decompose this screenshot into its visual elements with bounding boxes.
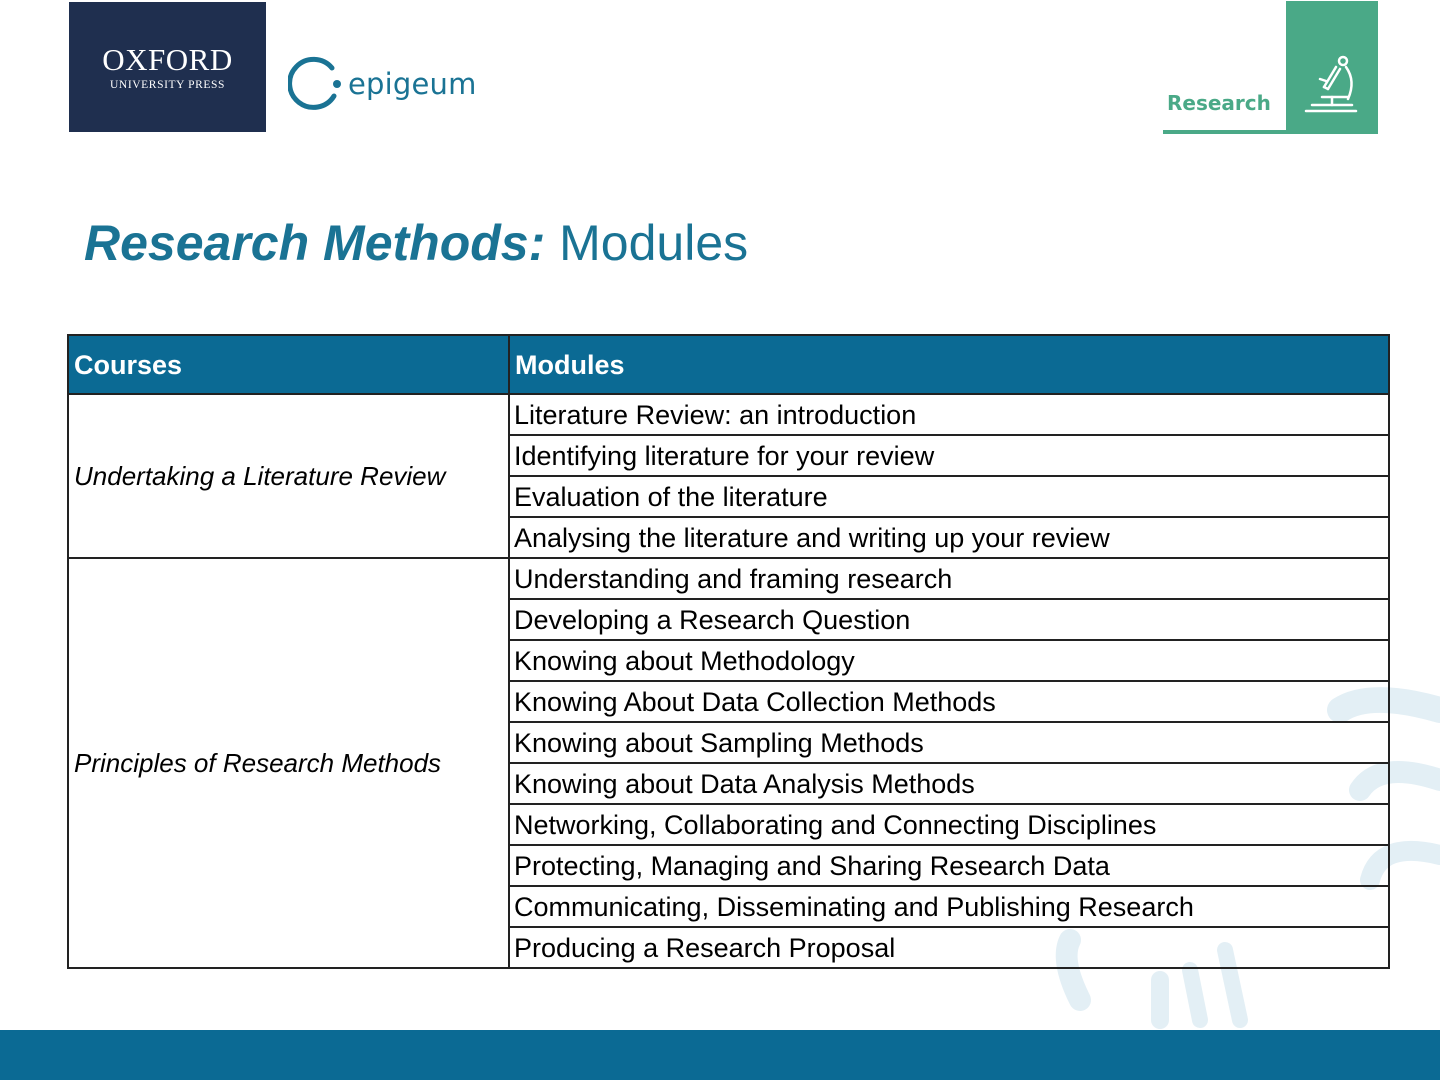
module-cell: Communicating, Disseminating and Publishing Research	[509, 886, 1389, 927]
course-cell: Undertaking a Literature Review	[68, 394, 509, 558]
module-cell: Producing a Research Proposal	[509, 927, 1389, 968]
module-cell: Knowing about Data Analysis Methods	[509, 763, 1389, 804]
epigeum-ring-icon	[288, 56, 344, 112]
module-cell: Networking, Collaborating and Connecting Disciplines	[509, 804, 1389, 845]
table-row	[68, 394, 1389, 435]
footer-band	[0, 1030, 1440, 1080]
table-header-row	[68, 335, 1389, 394]
research-tile	[1286, 1, 1378, 134]
oxford-logo-subtitle: UNIVERSITY PRESS	[110, 78, 225, 91]
modules-table	[67, 334, 1390, 969]
module-cell: Knowing About Data Collection Methods	[509, 681, 1389, 722]
oxford-university-press-logo	[69, 2, 266, 132]
oxford-logo-word: OXFORD	[102, 41, 233, 77]
page-title-strong: Research Methods:	[84, 215, 546, 271]
epigeum-logo-word: epigeum	[348, 67, 477, 101]
header-modules: Modules	[509, 335, 1389, 394]
table-row	[68, 558, 1389, 599]
research-underline	[1163, 130, 1286, 134]
page-title-rest: Modules	[559, 215, 749, 271]
module-cell: Literature Review: an introduction	[509, 394, 1389, 435]
research-label: Research	[1167, 91, 1271, 115]
module-cell: Knowing about Methodology	[509, 640, 1389, 681]
research-badge	[1163, 1, 1378, 134]
module-cell: Understanding and framing research	[509, 558, 1389, 599]
microscope-icon	[1286, 1, 1378, 134]
module-cell: Evaluation of the literature	[509, 476, 1389, 517]
module-cell: Developing a Research Question	[509, 599, 1389, 640]
course-cell: Principles of Research Methods	[68, 558, 509, 968]
header-courses: Courses	[68, 335, 509, 394]
module-cell: Analysing the literature and writing up your review	[509, 517, 1389, 558]
module-cell: Knowing about Sampling Methods	[509, 722, 1389, 763]
page-title	[84, 214, 748, 272]
module-cell: Identifying literature for your review	[509, 435, 1389, 476]
module-cell: Protecting, Managing and Sharing Research Data	[509, 845, 1389, 886]
epigeum-logo	[288, 55, 477, 113]
